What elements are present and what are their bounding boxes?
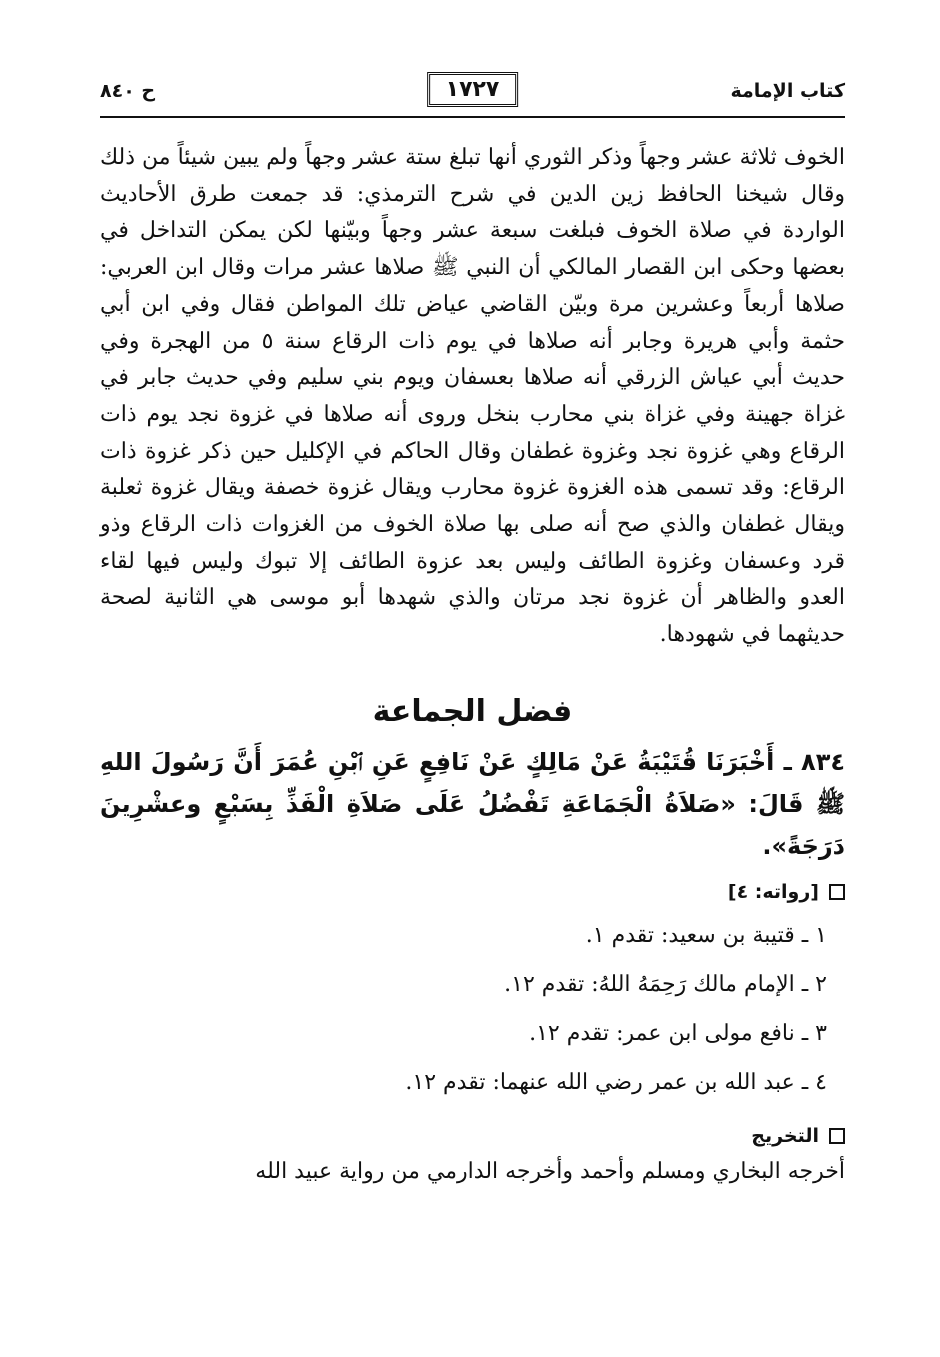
square-bullet-icon (829, 1128, 845, 1144)
narrators-list (100, 911, 845, 1107)
narrators-heading-label: [رواته: ٤] (727, 880, 819, 903)
narrators-heading (100, 881, 845, 903)
section-title: فضل الجماعة (372, 693, 573, 729)
book-title: كتاب الإمامة (730, 80, 845, 102)
list-item: ٤ ـ عبد الله بن عمر رضي الله عنهما: تقدم ١٢. (405, 1069, 827, 1095)
list-item: ٢ ـ الإمام مالك رَحِمَهُ اللهُ: تقدم ١٢. (504, 971, 827, 997)
hadith-reference: ح ٨٤٠ (100, 80, 156, 102)
list-item: ١ ـ قتيبة بن سعيد: تقدم ١. (585, 922, 827, 948)
square-bullet-icon (829, 884, 845, 900)
takhrij-heading-label: التخريج (751, 1124, 819, 1147)
takhrij-text: أخرجه البخاري ومسلم وأحمد وأخرجه الدارمي من رواية عبيد الله (255, 1158, 845, 1184)
book-page (100, 66, 845, 1316)
page-header (100, 66, 845, 118)
hadith-text: ٨٣٤ ـ أَخْبَرَنَا قُتَيْبَةُ عَنْ مَالِكٍ عَنْ نَافِعٍ عَنِ ٱبْنِ عُمَرَ أَنَّ رَسُولَ اللهِ ﷺ قَالَ: «صَلاَةُ الْجَمَاعَةِ تَفْضُلُ عَلَى صَلاَةِ الْفَذِّ بِسَبْعٍ وعشْرِينَ دَرَجَةً». (100, 747, 845, 860)
list-item: ٣ ـ نافع مولى ابن عمر: تقدم ١٢. (529, 1020, 827, 1046)
page-number: ١٧٢٧ (427, 72, 519, 107)
takhrij-heading (100, 1125, 845, 1147)
commentary-paragraph: الخوف ثلاثة عشر وجهاً وذكر الثوري أنها تبلغ ستة عشر وجهاً ولم يبين شيئاً من ذلك وقال شيخنا الحافظ زين الدين في شرح الترمذي: قد جمعت طرق الأحاديث الواردة في صلاة الخوف فبلغت سبعة عشر وجهاً وبيّنها لكن يمكن التداخل في بعضها وحكى ابن القصار المالكي أن النبي ﷺ صلاها عشر مرات وقال ابن العربي: صلاها أربعاً وعشرين مرة وبيّن القاضي عياض تلك المواطن فقال وفي ابن أبي حثمة وأبي هريرة وجابر أنه صلاها في يوم ذات الرقاع سنة ٥ من الهجرة وفي حديث أبي عياش الزرقي أنه صلاها بعسفان ويوم بني سليم وفي حديث جابر في غزاة جهينة وفي غزاة بني محارب بنخل وروى أنه صلاها في غزوة نجد يوم ذات الرقاع وهي غزوة نجد وغزوة غطفان وقال الحاكم في الإكليل حين ذكر غزوة ذات الرقاع: وقد تسمى هذه الغزوة غزوة محارب ويقال غزوة خصفة ويقال غزوة ثعلبة ويقال غطفان والذي صح أنه صلى بها صلاة الخوف من الغزوات ذات الرقاع وذو قرد وعسفان وغزوة الطائف وليس بعد عزوة الطائف إلا تبوك وليس فيها لقاء العدو والظاهر أن غزوة نجد مرتان والذي شهدها أبو موسى هي الثانية لصحة حديثهما في شهودها. (100, 145, 846, 648)
